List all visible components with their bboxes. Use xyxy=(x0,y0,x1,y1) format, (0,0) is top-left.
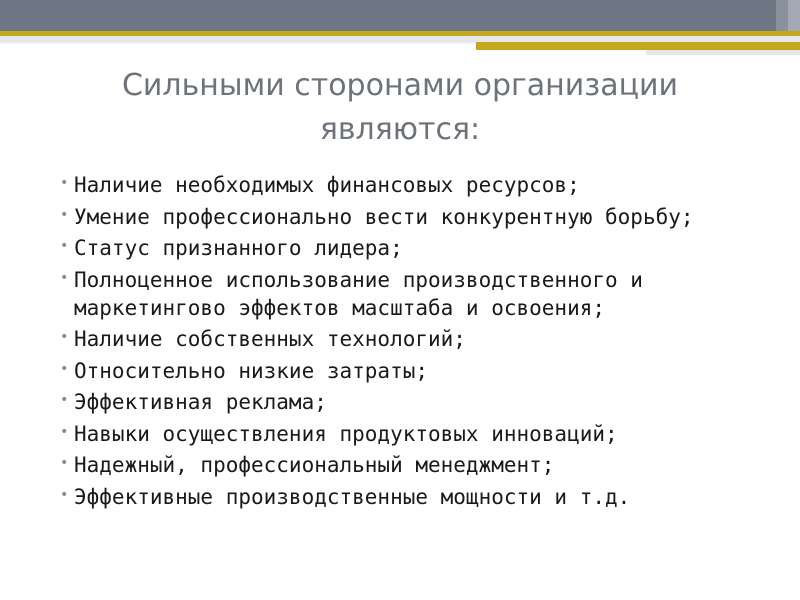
list-item xyxy=(60,203,780,231)
bullet-icon: • xyxy=(60,392,69,408)
list-item-text: Наличие собственных технологий; xyxy=(74,327,466,351)
bullet-icon: • xyxy=(60,360,69,377)
list-item xyxy=(60,420,780,448)
bullet-icon: • xyxy=(60,455,69,471)
list-item-text: Эффективная реклама; xyxy=(74,390,327,414)
list-item xyxy=(60,357,780,385)
bullet-icon: • xyxy=(60,486,69,503)
list-item-text: Наличие необходимых финансовых ресурсов; xyxy=(74,173,580,197)
list-item xyxy=(60,325,780,353)
bullet-icon: • xyxy=(60,206,69,223)
list-item xyxy=(60,234,780,262)
list-item xyxy=(60,266,780,322)
header-band xyxy=(0,0,800,31)
bullet-icon: • xyxy=(60,175,69,191)
list-item-text: Статус признанного лидера; xyxy=(74,236,403,260)
bullet-icon: • xyxy=(60,423,69,440)
header-gold-accent xyxy=(476,42,800,50)
bullet-icon: • xyxy=(60,269,69,286)
header-shadow-stripe xyxy=(0,42,476,44)
list-item-text: Навыки осуществления продуктовых инноваций; xyxy=(74,421,618,446)
list-item-text: Относительно низкие затраты; xyxy=(74,358,429,383)
bullet-icon: • xyxy=(60,329,69,345)
header-accent-gap xyxy=(646,50,800,55)
list-item xyxy=(60,451,780,479)
slide-title: Сильными сторонами организации являются: xyxy=(121,68,679,147)
list-item-text: Умение профессионально вести конкурентную борьбу; xyxy=(74,204,694,229)
bullet-icon: • xyxy=(60,238,69,254)
list-item-text: Полноценное использование производственного и маркетингово эффектов масштаба и освоения; xyxy=(74,267,643,320)
bullet-list xyxy=(60,171,780,514)
header-band-end-light xyxy=(788,0,800,31)
list-item xyxy=(60,388,780,416)
list-item-text: Эффективные производственные мощности и т.д. xyxy=(74,484,631,509)
list-item xyxy=(60,171,780,199)
list-item xyxy=(60,483,780,511)
list-item-text: Надежный, профессиональный менеджмент; xyxy=(74,453,555,477)
